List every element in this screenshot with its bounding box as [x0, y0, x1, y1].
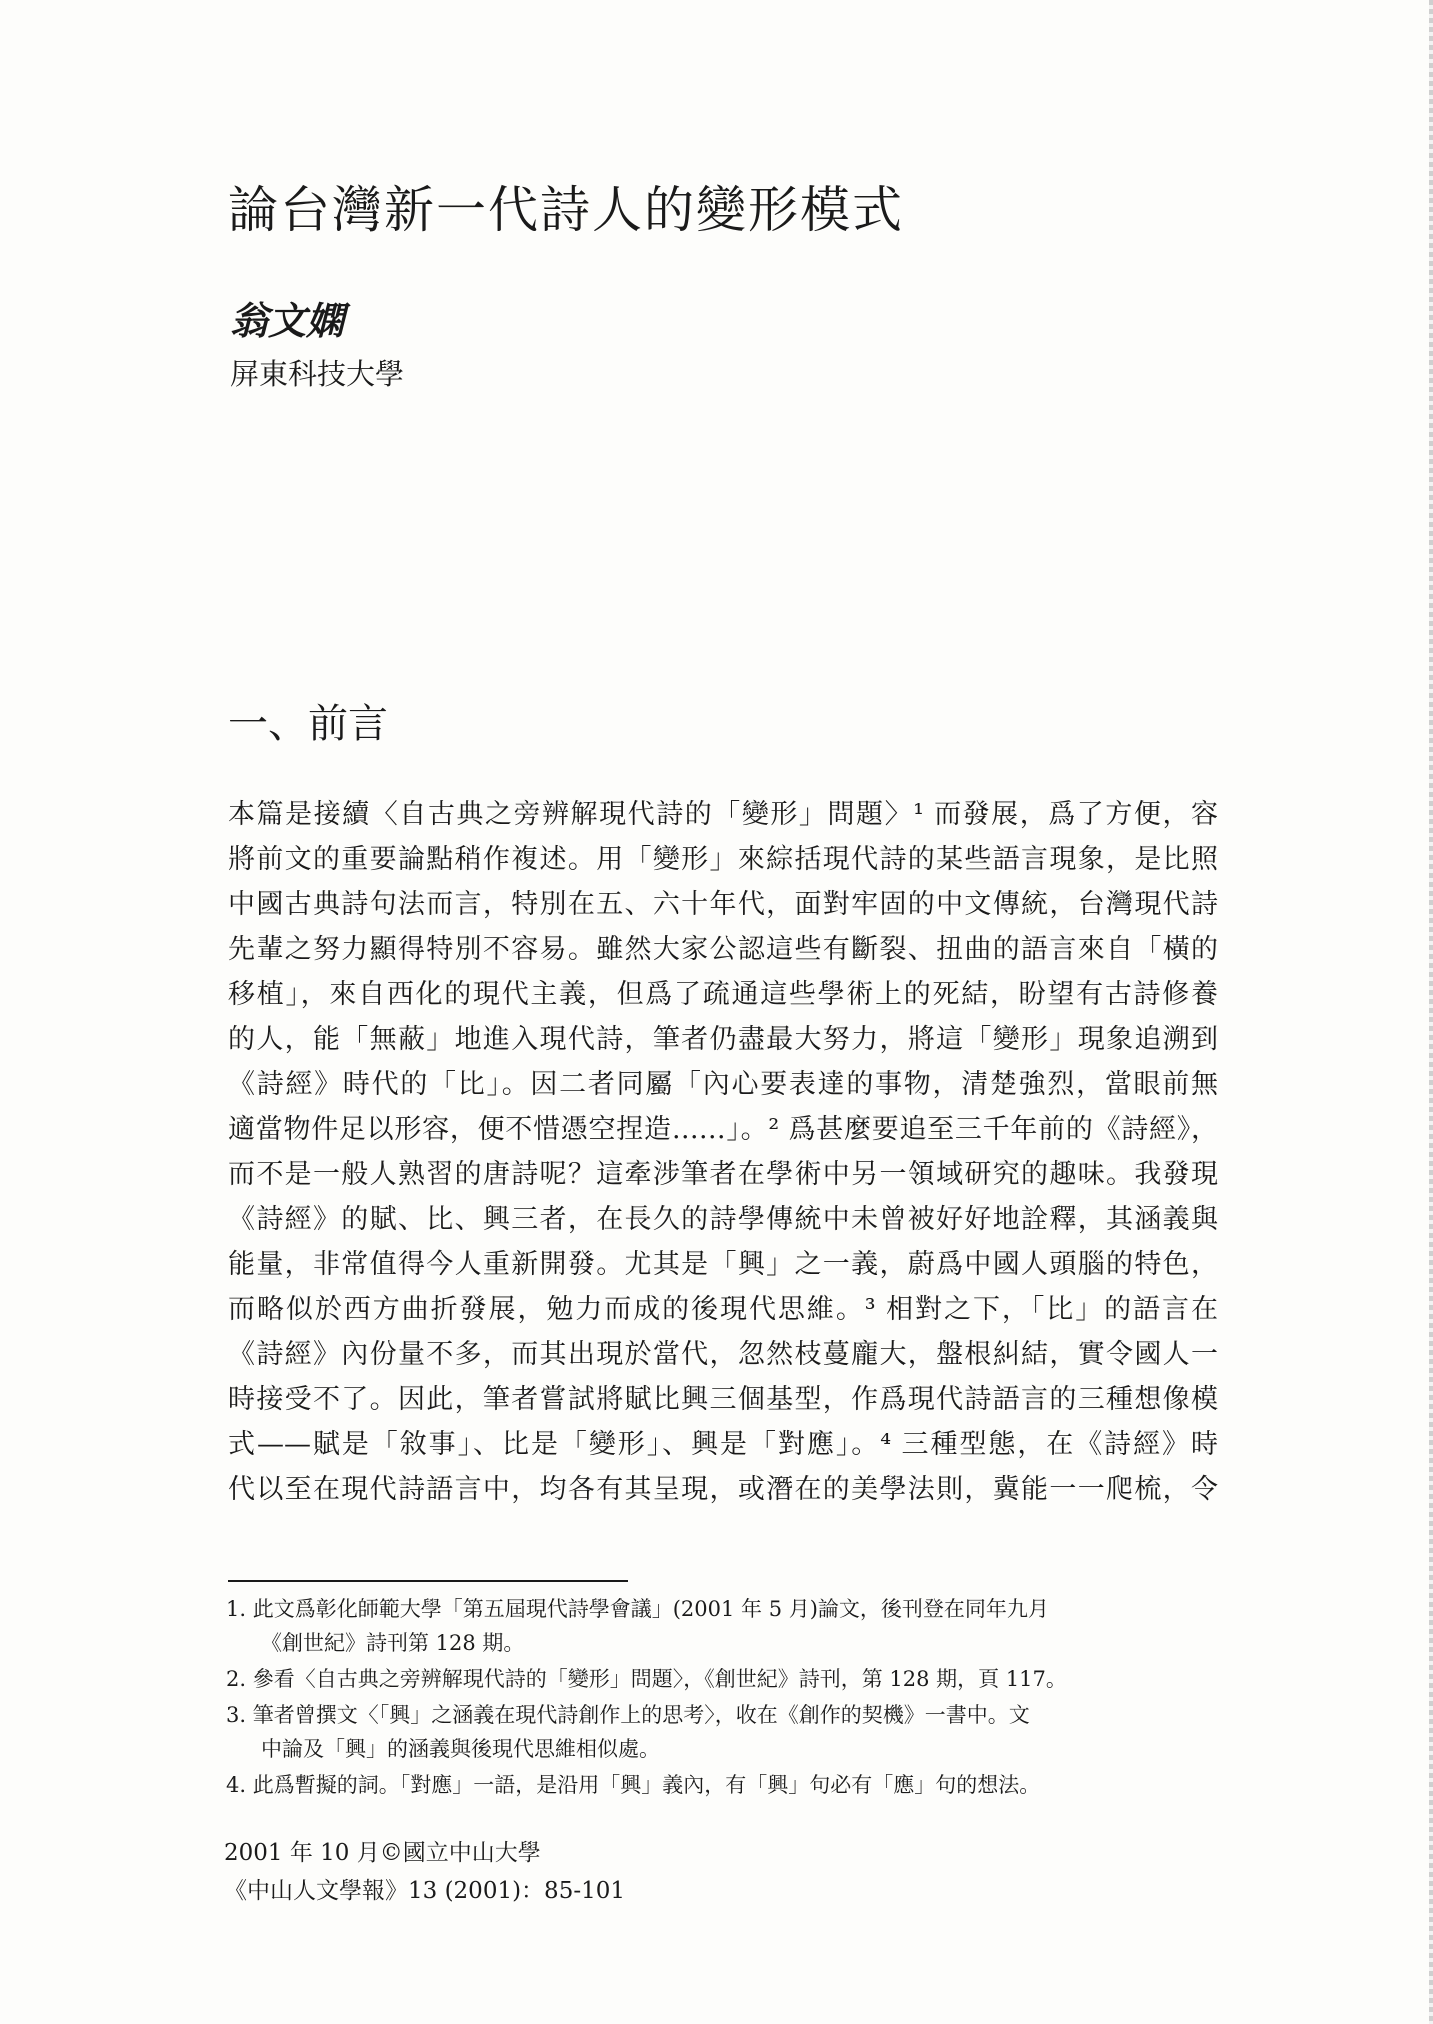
footnote-divider [228, 1580, 628, 1582]
body-paragraph [228, 792, 1218, 1512]
body-line: 適當物件足以形容，便不惜憑空捏造……」。² 爲甚麼要追至三千年前的《詩經》， [228, 1114, 1218, 1145]
body-line: 而不是一般人熟習的唐詩呢？這牽涉筆者在學術中另一領域研究的趣味。我發現 [228, 1159, 1218, 1190]
publication-info [224, 1834, 625, 1910]
footnote-item [226, 1768, 1222, 1802]
footnote-item [226, 1592, 1222, 1660]
scan-edge-decoration [1429, 0, 1433, 2024]
footnote-line: 2. 參看〈自古典之旁辨解現代詩的「變形」問題〉，《創世紀》詩刊，第 128 期，頁 117。 [226, 1667, 1067, 1691]
footnote-line: 中論及「興」的涵義與後現代思維相似處。 [261, 1737, 660, 1761]
body-line: 將前文的重要論點稍作複述。用「變形」來綜括現代詩的某些語言現象，是比照 [228, 844, 1218, 875]
section-heading: 一、前言 [228, 701, 388, 747]
author-affiliation: 屏東科技大學 [230, 357, 405, 391]
body-line: 式——賦是「敘事」、比是「變形」、興是「對應」。⁴ 三種型態，在《詩經》時 [228, 1429, 1218, 1460]
copyright-line: 2001 年 10 月©國立中山大學 [224, 1840, 541, 1866]
footnote-item [226, 1662, 1222, 1696]
body-line: 而略似於西方曲折發展，勉力而成的後現代思維。³ 相對之下，「比」的語言在 [228, 1294, 1218, 1325]
body-line: 移植」，來自西化的現代主義，但爲了疏通這些學術上的死結，盼望有古詩修養 [228, 979, 1218, 1010]
body-line: 能量，非常值得今人重新開發。尤其是「興」之一義，蔚爲中國人頭腦的特色， [228, 1249, 1218, 1280]
body-line: 《詩經》內份量不多，而其出現於當代，忽然枝蔓龐大，盤根糾結，實令國人一 [228, 1339, 1218, 1370]
body-line: 代以至在現代詩語言中，均各有其呈現，或潛在的美學法則，冀能一一爬梳，令 [228, 1474, 1218, 1505]
body-line: 《詩經》的賦、比、興三者，在長久的詩學傳統中未曾被好好地詮釋，其涵義與 [228, 1204, 1218, 1235]
body-line: 《詩經》時代的「比」。因二者同屬「內心要表達的事物，清楚強烈，當眼前無 [228, 1069, 1218, 1100]
footnote-line: 4. 此爲暫擬的詞。「對應」一語，是沿用「興」義內，有「興」句必有「應」句的想法。 [226, 1773, 1041, 1797]
body-line: 中國古典詩句法而言，特別在五、六十年代，面對牢固的中文傳統，台灣現代詩 [228, 889, 1218, 920]
footnote-line: 3. 筆者曾撰文〈「興」之涵義在現代詩創作上的思考〉，收在《創作的契機》一書中。文 [226, 1703, 1030, 1727]
body-line: 時接受不了。因此，筆者嘗試將賦比興三個基型，作爲現代詩語言的三種想像模 [228, 1384, 1218, 1415]
author-name: 翁文嫻 [230, 298, 345, 343]
journal-citation: 《中山人文學報》13 (2001)：85-101 [224, 1878, 625, 1904]
footnotes [226, 1592, 1222, 1804]
footnote-line: 1. 此文爲彰化師範大學「第五屆現代詩學會議」(2001 年 5 月)論文，後刊登在同年九月 [226, 1597, 1049, 1621]
footnote-item [226, 1698, 1222, 1766]
body-line: 先輩之努力顯得特別不容易。雖然大家公認這些有斷裂、扭曲的語言來自「橫的 [228, 934, 1218, 965]
body-line: 的人，能「無蔽」地進入現代詩，筆者仍盡最大努力，將這「變形」現象追溯到 [228, 1024, 1218, 1055]
paper-title: 論台灣新一代詩人的變形模式 [228, 181, 904, 239]
footnote-line: 《創世紀》詩刊第 128 期。 [261, 1631, 525, 1655]
body-line: 本篇是接續〈自古典之旁辨解現代詩的「變形」問題〉¹ 而發展，爲了方便，容 [228, 799, 1218, 830]
